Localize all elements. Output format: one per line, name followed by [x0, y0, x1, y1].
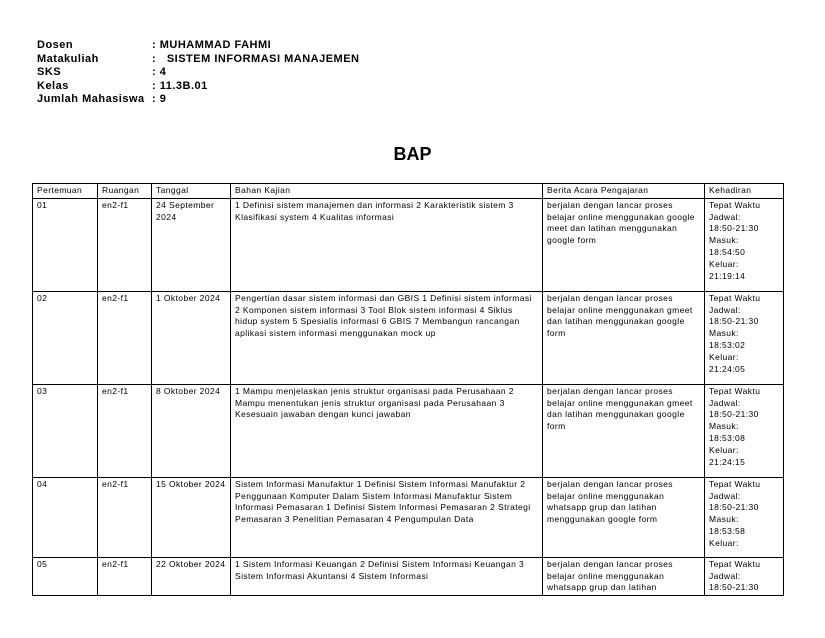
- kehadiran-keluar-label: Keluar:: [709, 537, 739, 548]
- kelas-row: [37, 80, 360, 94]
- jumlah-mahasiswa-label: Jumlah Mahasiswa: [37, 93, 145, 105]
- kehadiran-jadwal-value: 18:50-21:30: [709, 223, 759, 234]
- matakuliah-value: : SISTEM INFORMASI MANAJEMEN: [152, 52, 360, 65]
- kehadiran-status: Tepat Waktu: [709, 199, 761, 210]
- kehadiran-masuk-label: Masuk:: [709, 421, 739, 432]
- kehadiran-keluar-value: 21:19:14: [709, 270, 746, 281]
- kehadiran-jadwal-value: 18:50-21:30: [709, 502, 759, 513]
- berita-acara-cell: berjalan dengan lancar proses belajar online menggunakan google meet dan latihan menggunakan google form: [543, 198, 705, 291]
- bahan-kajian-cell: 1 Definisi sistem manajemen dan informasi 2 Karakteristik sistem 3 Klasifikasi system 4 Kualitas informasi: [231, 198, 543, 291]
- kehadiran-status: Tepat Waktu: [709, 478, 761, 489]
- column-header-tanggal: Tanggal: [152, 184, 231, 199]
- dosen-row: [37, 39, 360, 53]
- kehadiran-jadwal-value: 18:50-21:30: [709, 582, 759, 593]
- kehadiran-jadwal-label: Jadwal:: [709, 211, 741, 222]
- kehadiran-masuk-value: 18:54:50: [709, 246, 746, 257]
- kehadiran-jadwal-label: Jadwal:: [709, 304, 741, 315]
- pertemuan-cell: 04: [33, 477, 98, 557]
- kehadiran-cell: [705, 198, 784, 291]
- kelas-label: Kelas: [37, 79, 69, 92]
- kehadiran-jadwal-label: Jadwal:: [709, 397, 741, 408]
- sks-label: SKS: [37, 66, 62, 78]
- tanggal-cell: 15 Oktober 2024: [152, 477, 231, 557]
- page-title: BAP: [393, 144, 432, 164]
- ruangan-cell: en2-f1: [98, 384, 152, 477]
- column-header-ruangan: Ruangan: [98, 184, 152, 199]
- column-header-pertemuan: Pertemuan: [33, 184, 98, 199]
- table-row: [33, 384, 784, 477]
- matakuliah-row: [37, 53, 360, 67]
- table-header-row: [33, 184, 784, 199]
- tanggal-cell: 1 Oktober 2024: [152, 291, 231, 384]
- kelas-value: : 11.3B.01: [152, 79, 208, 92]
- kehadiran-jadwal-value: 18:50-21:30: [709, 409, 759, 420]
- jumlah-mahasiswa-row: [37, 93, 360, 107]
- course-info: [37, 39, 360, 107]
- bahan-kajian-cell: 1 Mampu menjelaskan jenis struktur organisasi pada Perusahaan 2 Mampu menentukan jenis struktur organisasi pada Perusahaan 3 Kesesuain jawaban dengan kunci jawaban: [231, 384, 543, 477]
- dosen-value: : MUHAMMAD FAHMI: [152, 39, 272, 51]
- kehadiran-masuk-value: 18:53:02: [709, 339, 746, 350]
- kehadiran-masuk-value: 18:53:58: [709, 525, 746, 536]
- kehadiran-status: Tepat Waktu: [709, 558, 761, 569]
- pertemuan-cell: 02: [33, 291, 98, 384]
- bahan-kajian-cell: 1 Sistem Informasi Keuangan 2 Definisi Sistem Informasi Keuangan 3 Sistem Informasi Akuntansi 4 Sistem Informasi: [231, 557, 543, 595]
- kehadiran-cell: [705, 384, 784, 477]
- kehadiran-status: Tepat Waktu: [709, 385, 761, 396]
- ruangan-cell: en2-f1: [98, 477, 152, 557]
- column-header-kehadiran: Kehadiran: [705, 184, 784, 199]
- table-row: [33, 557, 784, 595]
- sks-row: [37, 66, 360, 80]
- kehadiran-keluar-value: 21:24:05: [709, 363, 746, 374]
- bahan-kajian-cell: Sistem Informasi Manufaktur 1 Definisi Sistem Informasi Manufaktur 2 Penggunaan Komputer Dalam Sistem Informasi Manufaktur Sistem Informasi Pemasaran 1 Definisi Sistem Informasi Pemasaran 2 Strategi Pemasaran 3 Penelitian Pemasaran 4 Pengumpulan Data: [231, 477, 543, 557]
- kehadiran-cell: [705, 557, 784, 595]
- berita-acara-cell: berjalan dengan lancar proses belajar online menggunakan whatsapp grup dan latihan menggunakan google form: [543, 477, 705, 557]
- kehadiran-keluar-value: 21:24:15: [709, 456, 746, 467]
- ruangan-cell: en2-f1: [98, 557, 152, 595]
- column-header-bahan-kajian: Bahan Kajian: [231, 184, 543, 199]
- table-row: [33, 291, 784, 384]
- kehadiran-status: Tepat Waktu: [709, 292, 761, 303]
- column-header-berita-acara: Berita Acara Pengajaran: [543, 184, 705, 199]
- table-row: [33, 198, 784, 291]
- kehadiran-masuk-label: Masuk:: [709, 235, 739, 246]
- pertemuan-cell: 01: [33, 198, 98, 291]
- sks-value: : 4: [152, 66, 167, 78]
- kehadiran-masuk-label: Masuk:: [709, 514, 739, 525]
- table-row: [33, 477, 784, 557]
- bahan-kajian-cell: Pengertian dasar sistem informasi dan GBIS 1 Definisi sistem informasi 2 Komponen sistem informasi 3 Tool Blok sistem informasi 4 Siklus hidup system 5 Spesialis informasi 6 GBIS 7 Membangun rancangan aplikasi sistem informasi menggunakan mock up: [231, 291, 543, 384]
- kehadiran-keluar-label: Keluar:: [709, 351, 739, 362]
- ruangan-cell: en2-f1: [98, 198, 152, 291]
- kehadiran-masuk-label: Masuk:: [709, 328, 739, 339]
- kehadiran-jadwal-label: Jadwal:: [709, 570, 741, 581]
- kehadiran-jadwal-value: 18:50-21:30: [709, 316, 759, 327]
- jumlah-mahasiswa-value: : 9: [152, 93, 167, 105]
- kehadiran-keluar-label: Keluar:: [709, 258, 739, 269]
- pertemuan-cell: 03: [33, 384, 98, 477]
- tanggal-cell: 8 Oktober 2024: [152, 384, 231, 477]
- kehadiran-jadwal-label: Jadwal:: [709, 490, 741, 501]
- kehadiran-cell: [705, 291, 784, 384]
- berita-acara-cell: berjalan dengan lancar proses belajar online menggunakan gmeet dan latihan menggunakan google form: [543, 384, 705, 477]
- kehadiran-keluar-label: Keluar:: [709, 444, 739, 455]
- bap-table: [32, 183, 784, 596]
- ruangan-cell: en2-f1: [98, 291, 152, 384]
- pertemuan-cell: 05: [33, 557, 98, 595]
- tanggal-cell: 22 Oktober 2024: [152, 557, 231, 595]
- dosen-label: Dosen: [37, 39, 74, 51]
- berita-acara-cell: berjalan dengan lancar proses belajar online menggunakan gmeet dan latihan menggunakan google form: [543, 291, 705, 384]
- berita-acara-cell: berjalan dengan lancar proses belajar online menggunakan whatsapp grup dan latihan: [543, 557, 705, 595]
- tanggal-cell: 24 September 2024: [152, 198, 231, 291]
- kehadiran-cell: [705, 477, 784, 557]
- matakuliah-label: Matakuliah: [37, 52, 99, 65]
- kehadiran-masuk-value: 18:53:08: [709, 432, 746, 443]
